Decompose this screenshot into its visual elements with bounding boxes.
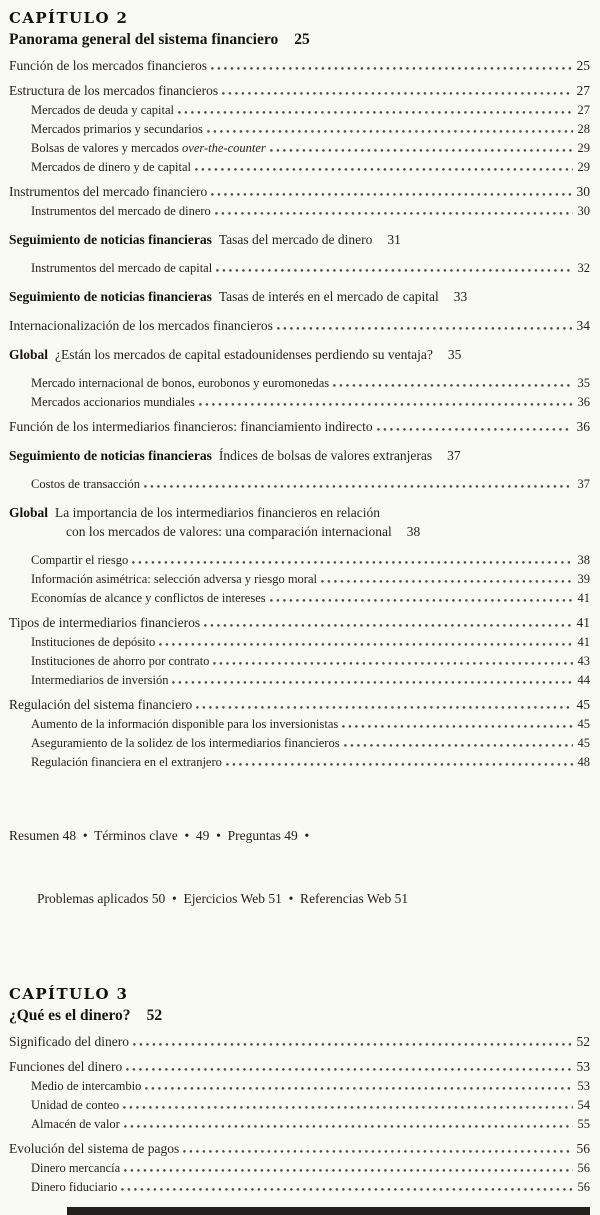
- chapter-title-row: [9, 31, 590, 49]
- entry-title-text: Unidad de conteo: [31, 1098, 120, 1113]
- toc-entry-level2: [9, 673, 590, 688]
- feature-title-line1: La importancia de los intermediarios financieros en relación: [55, 505, 381, 520]
- entry-title: [31, 635, 155, 650]
- entry-page-number: 29: [577, 160, 590, 174]
- entry-page-number: 36: [577, 395, 590, 409]
- entry-page-number: 37: [447, 448, 461, 463]
- dot-leader: [277, 327, 572, 330]
- entry-title-text: Instrumentos del mercado de dinero: [31, 204, 211, 218]
- feature-label: Global: [9, 347, 49, 362]
- toc-entry-level2: [9, 1098, 590, 1113]
- dot-leader: [211, 67, 572, 70]
- entry-page-number: 53: [576, 1059, 590, 1075]
- toc-entries-chapter3: [9, 1034, 590, 1195]
- entry-page-number: 45: [577, 736, 590, 750]
- dot-leader: [215, 212, 573, 215]
- entry-page-number: 41: [577, 635, 590, 649]
- entry-page-number: 39: [577, 572, 590, 586]
- toc-entry-level2: [9, 477, 590, 492]
- entry-title-text: Mercado internacional de bonos, eurobonos y euromonedas: [31, 376, 330, 390]
- toc-entry-level2: [9, 376, 590, 391]
- entry-page-number: 45: [576, 697, 590, 712]
- toc-entry-level2: [9, 1079, 590, 1094]
- dot-leader: [342, 725, 572, 728]
- entry-title-text: Almacén de valor: [31, 1117, 120, 1132]
- entry-title: [31, 591, 266, 606]
- entry-title-text: Mercados accionarios mundiales: [31, 395, 195, 409]
- chapter-page-number: 52: [146, 1007, 163, 1025]
- toc-entry-level2: [9, 122, 590, 137]
- toc-entry-level1: [9, 1141, 590, 1157]
- entry-title: [31, 717, 338, 732]
- feature-label: Seguimiento de noticias financieras: [9, 448, 212, 463]
- feature-label: Seguimiento de noticias financieras: [9, 232, 212, 247]
- chapter-title: Panorama general del sistema financiero: [9, 31, 279, 48]
- entry-page-number: 35: [577, 376, 590, 390]
- entry-title: Instrumentos del mercado financiero: [9, 184, 208, 199]
- feature-line1: [9, 505, 590, 521]
- entry-page-number: 52: [576, 1034, 590, 1050]
- entry-title: [31, 572, 317, 587]
- entry-title: [31, 204, 211, 219]
- toc-entry-level2: [9, 654, 590, 669]
- entry-title: [31, 1180, 117, 1195]
- entry-page-number: 35: [447, 347, 462, 362]
- entry-title: [31, 122, 203, 137]
- feature-title: Índices de bolsas de valores extranjeras: [218, 448, 433, 463]
- entry-title-text: Dinero mercancía: [31, 1161, 121, 1176]
- feature-title: ¿Están los mercados de capital estadounidenses perdiendo su ventaja?: [55, 347, 433, 362]
- chapter-summary: [9, 784, 590, 951]
- entry-page-number: 48: [577, 755, 590, 769]
- entry-title: [31, 553, 128, 568]
- dot-leader: [124, 1169, 572, 1172]
- entry-page-number: 53: [577, 1079, 590, 1094]
- dot-leader: [211, 193, 571, 196]
- dot-leader: [132, 561, 572, 564]
- entry-page-number: 27: [577, 103, 590, 117]
- chapter-title-row: [9, 1007, 590, 1025]
- dot-leader: [222, 92, 571, 95]
- dot-leader: [133, 1043, 572, 1046]
- dot-leader: [183, 1150, 571, 1153]
- entry-page-number: 31: [387, 232, 401, 247]
- summary-line2: Problemas aplicados 50 • Ejercicios Web 51 • Referencias Web 51: [37, 890, 409, 906]
- entry-page-number: 56: [577, 1161, 590, 1176]
- entry-title: Regulación del sistema financiero: [9, 697, 193, 712]
- entry-page-number: 28: [577, 122, 590, 136]
- entry-title-text: Medio de intercambio: [31, 1079, 142, 1094]
- entry-title-text: Mercados de deuda y capital: [31, 103, 174, 117]
- feature-line2: [9, 524, 590, 540]
- chapter-page-number: 25: [294, 31, 310, 48]
- dot-leader: [196, 706, 571, 709]
- entry-title-text: Bolsas de valores y mercados: [31, 141, 183, 155]
- entry-title: [31, 103, 174, 118]
- toc-entry-level1: [9, 1059, 590, 1075]
- entry-page-number: 45: [577, 717, 590, 731]
- dot-leader: [270, 149, 573, 152]
- entry-page-number: 38: [406, 524, 421, 539]
- chapter-label: CAPÍTULO 3: [9, 985, 129, 1004]
- summary-line1: Resumen 48 • Términos clave • 49 • Preguntas 49 •: [9, 827, 310, 843]
- toc-entry-level1: [9, 1034, 590, 1050]
- dot-leader: [333, 384, 572, 387]
- entry-page-number: 54: [577, 1098, 590, 1113]
- chapter-title: ¿Qué es el dinero?: [9, 1007, 131, 1025]
- entry-title: [31, 755, 222, 770]
- entry-title: [31, 1161, 120, 1176]
- entry-title-text: Costos de transacción: [31, 477, 141, 491]
- entry-title: Evolución del sistema de pagos: [9, 1141, 180, 1157]
- entry-title: [31, 1098, 119, 1113]
- entry-title: Funciones del dinero: [9, 1059, 123, 1075]
- dot-leader: [123, 1106, 572, 1109]
- toc-entry-level2: [9, 717, 590, 732]
- entry-title: [31, 654, 209, 669]
- dot-leader: [159, 643, 572, 646]
- chapter2-section: [9, 9, 590, 951]
- toc-entry-level1: [9, 419, 590, 435]
- dot-leader: [204, 624, 571, 627]
- toc-entry-level1: [9, 318, 590, 334]
- entry-page-number: 38: [577, 553, 590, 567]
- entry-title: [31, 736, 340, 751]
- toc-feature-entry: [9, 347, 590, 363]
- feature-title: Tasas de interés en el mercado de capital: [218, 289, 439, 304]
- toc-entry-level2: [9, 591, 590, 606]
- toc-entry-level2: [9, 103, 590, 118]
- dot-leader: [377, 428, 572, 431]
- entry-title-text: Aumento de la información disponible para los inversionistas: [31, 717, 339, 731]
- toc-feature-entry: [9, 289, 590, 305]
- toc-entry-level2: [9, 141, 590, 156]
- entry-page-number: 32: [577, 261, 590, 275]
- entry-page-number: 44: [577, 673, 590, 687]
- dot-leader: [144, 485, 572, 488]
- chapter-label: CAPÍTULO 2: [9, 9, 129, 27]
- entry-title: Función de los mercados financieros: [9, 58, 207, 73]
- entry-page-number: 27: [576, 83, 590, 98]
- entry-title: Significado del dinero: [9, 1034, 129, 1050]
- toc-entries-chapter2: [9, 58, 590, 951]
- feature-label: Seguimiento de noticias financieras: [9, 289, 212, 304]
- entry-page-number: 41: [577, 591, 590, 605]
- entry-title-text: Mercados de dinero y de capital: [31, 160, 192, 174]
- entry-title-text: Información asimétrica: selección adversa y riesgo moral: [31, 572, 317, 586]
- entry-title: [31, 261, 212, 276]
- toc-entry-level1: [9, 83, 590, 99]
- entry-title: [31, 477, 140, 492]
- feature-title-line2: con los mercados de valores: una comparación internacional: [66, 524, 392, 539]
- toc-entry-level2: [9, 1180, 590, 1195]
- toc-entry-level1: [9, 697, 590, 713]
- entry-page-number: 34: [576, 318, 590, 333]
- entry-page-number: 25: [576, 58, 590, 73]
- dot-leader: [226, 763, 573, 766]
- dot-leader: [199, 403, 573, 406]
- dot-leader: [126, 1068, 571, 1071]
- dot-leader: [195, 168, 572, 171]
- entry-page-number: 41: [576, 615, 590, 630]
- entry-page-number: 56: [577, 1180, 590, 1195]
- entry-title-text: Dinero fiduciario: [31, 1180, 118, 1195]
- toc-entry-level1: [9, 615, 590, 631]
- feature-label: Global: [9, 505, 49, 520]
- entry-page-number: 37: [577, 477, 590, 491]
- toc-entry-level2: [9, 736, 590, 751]
- toc-entry-level2: [9, 395, 590, 410]
- entry-title: Función de los intermediarios financieros: financiamiento indirecto: [9, 419, 373, 434]
- dot-leader: [145, 1087, 572, 1090]
- entry-title-text: Instituciones de ahorro por contrato: [31, 654, 210, 668]
- entry-title: [31, 1117, 120, 1132]
- entry-title: Tipos de intermediarios financieros: [9, 615, 201, 630]
- dot-leader: [178, 111, 573, 114]
- dot-leader: [121, 1188, 572, 1191]
- entry-title-text: Compartir el riesgo: [31, 553, 129, 567]
- entry-page-number: 30: [576, 184, 590, 199]
- entry-title-text: Aseguramiento de la solidez de los intermediarios financieros: [31, 736, 340, 750]
- entry-title-text: Regulación financiera en el extranjero: [31, 755, 222, 769]
- toc-feature-entry-two-line: [9, 505, 590, 540]
- toc-entry-level1: [9, 58, 590, 74]
- feature-title: Tasas del mercado de dinero: [218, 232, 373, 247]
- toc-entry-level2: [9, 1161, 590, 1176]
- entry-title-text: Mercados primarios y secundarios: [31, 122, 203, 136]
- entry-title: [31, 1079, 141, 1094]
- entry-title: Estructura de los mercados financieros: [9, 83, 219, 98]
- entry-title: [31, 395, 195, 410]
- dot-leader: [216, 269, 572, 272]
- entry-title: [31, 376, 329, 391]
- toc-feature-entry: [9, 232, 590, 248]
- entry-page-number: 36: [576, 419, 590, 434]
- entry-title: [31, 673, 168, 688]
- entry-title-text: Intermediarios de inversión: [31, 673, 169, 687]
- dot-leader: [172, 681, 572, 684]
- toc-entry-level2: [9, 553, 590, 568]
- dot-leader: [344, 744, 573, 747]
- toc-entry-level2: [9, 204, 590, 219]
- toc-entry-level1: [9, 184, 590, 200]
- toc-entry-level2: [9, 635, 590, 650]
- dot-leader: [270, 599, 573, 602]
- dot-leader: [213, 662, 572, 665]
- entry-title-text: Economías de alcance y conflictos de intereses: [31, 591, 266, 605]
- entry-title: [31, 141, 266, 156]
- entry-page-number: 55: [577, 1117, 590, 1132]
- toc-entry-level2: [9, 755, 590, 770]
- toc-entry-level2: [9, 160, 590, 175]
- toc-entry-level2: [9, 1117, 590, 1132]
- entry-title: Internacionalización de los mercados financieros: [9, 318, 273, 333]
- entry-title-text: Instrumentos del mercado de capital: [31, 261, 213, 275]
- entry-page-number: 56: [576, 1141, 590, 1157]
- dot-leader: [321, 580, 573, 583]
- entry-page-number: 43: [577, 654, 590, 668]
- entry-title-italic: over-the-counter: [182, 141, 266, 155]
- entry-title-text: Instituciones de depósito: [31, 635, 156, 649]
- chapter3-section: [9, 985, 590, 1195]
- entry-title: [31, 160, 191, 175]
- toc-feature-entry: [9, 448, 590, 464]
- cutoff-next-line-sliver: [67, 1207, 590, 1215]
- entry-page-number: 33: [453, 289, 468, 304]
- entry-page-number: 30: [577, 204, 590, 218]
- toc-entry-level2: [9, 572, 590, 587]
- entry-page-number: 29: [577, 141, 590, 155]
- dot-leader: [207, 130, 573, 133]
- toc-entry-level2: [9, 261, 590, 276]
